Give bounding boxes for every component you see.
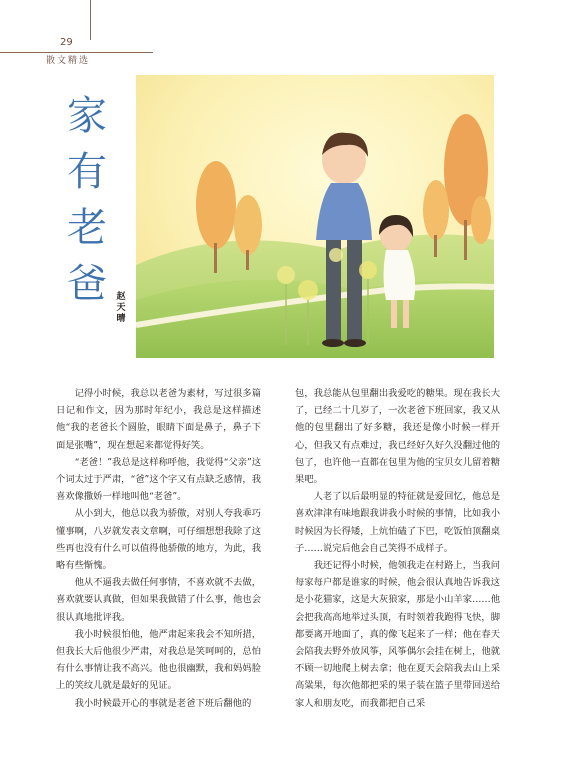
author-char: 晴 (116, 314, 126, 324)
page-number: 29 (60, 37, 73, 48)
body-column-left (56, 385, 261, 712)
author-char: 赵 (116, 292, 126, 302)
article-title (62, 88, 112, 312)
title-char: 家 (67, 93, 107, 139)
header-vertical-rule (90, 0, 91, 40)
author-name (115, 292, 127, 325)
father-daughter-illustration (136, 75, 494, 358)
title-char: 有 (67, 149, 107, 195)
paragraph: 记得小时候，我总以老爸为素材，写过很多篇日记和作文，因为那时年纪小，我总是这样描述他“我的老爸长个圆脸，眼睛下面是鼻子，鼻子下面是张嘴”，现在想起来都觉得好笑。 (56, 388, 261, 451)
body-column-right (295, 385, 500, 712)
section-label: 散文精选 (46, 56, 91, 66)
author-char: 天 (116, 303, 126, 313)
paragraph: 我小时候很怕他，他严肃起来我会不知所措，但我长大后他很少严肃，对我总是笑呵呵的，总怕有什么事情让我不高兴。他也很幽默，我和妈妈脸上的笑纹儿就是最好的见证。 (56, 628, 261, 692)
paragraph: 人老了以后最明显的特征就是爱回忆，他总是喜欢津津有味地跟我讲我小时候的事情，比如我小时候因为长得矮，上炕怕磕了下巴，吃饭怕顶翻桌子……说完后他会自己笑得不成样子。 (295, 491, 500, 554)
title-char: 老 (67, 205, 107, 251)
paragraph: “老爸！”我总是这样称呼他，我觉得“父亲”这个词太过于严肃，“爸”这个字又有点缺乏感情，我喜欢像撒娇一样地叫他“老爸”。 (56, 456, 261, 503)
paragraph: 我小时候最开心的事就是老爸下班后翻他的 (74, 697, 252, 709)
title-char: 爸 (67, 261, 107, 307)
paragraph: 从小到大，他总以我为骄傲，对别人夸我乖巧懂事啊，八岁就发表文章啊，可仔细想想我除了这些再也没有什么可以值得他骄傲的地方，为此，我略有些惭愧。 (56, 508, 261, 572)
paragraph: 我还记得小时候，他领我走在村路上，当我问每家每户都是谁家的时候，他会很认真地告诉我这是小花猫家，这是大灰狼家，那是小山羊家……他会把我高高地举过头顶，有时领着我跑得飞快，脚都要离开地面了，真的像飞起来了一样；他在春天会陪我去野外放风筝，风筝偶尔会挂在树上，他就不顾一切地爬上树去拿；他在夏天会陪我去山上采高粱果，每次他都把采的果子装在篮子里带回送给家人和朋友吃，而我都把自己采 (295, 560, 500, 709)
paragraph: 包，我总能从包里翻出我爱吃的糖果。现在我长大了，已经二十几岁了，一次老爸下班回家，我又从他的包里翻出了好多糖，我还是像小时候一样开心，但我又有点难过，我已经好久好久没翻过他的包了，也许他一直都在包里为他的宝贝女儿留着糖果吧。 (295, 388, 500, 486)
paragraph: 他从不逼我去做任何事情，不喜欢就不去做，喜欢就要认真做，但如果我做错了什么事，他也会很认真地批评我。 (56, 577, 261, 623)
